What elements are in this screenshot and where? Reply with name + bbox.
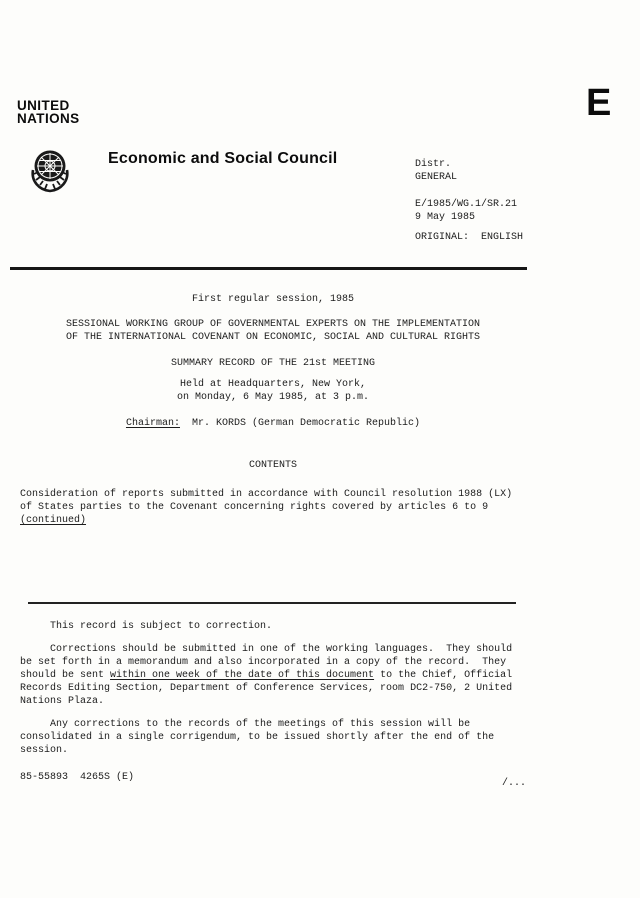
chairman-label: Chairman: [125, 418, 180, 429]
un-emblem-icon [24, 146, 76, 196]
corrections-text-tail: to the Chief, Official Records Editing Section, Department of Conference Services, room DC2-750, 2 United Nations Plaza. [20, 669, 519, 707]
doc-date: 9 May 1985 [415, 212, 476, 223]
distr-value: GENERAL [415, 172, 458, 183]
chairman-line [20, 417, 526, 430]
un-org-name-line1: UNITED [17, 98, 70, 113]
un-org-name [17, 99, 80, 125]
corrections-deadline: within one week of the date of this document [110, 669, 375, 681]
document-series-letter: E [586, 82, 612, 124]
spacer [415, 184, 523, 198]
document-body [20, 293, 526, 527]
contents-item-continued: (continued) [20, 515, 87, 526]
distribution-block [415, 158, 523, 244]
record-title: SUMMARY RECORD OF THE 21st MEETING [170, 358, 376, 369]
continuation-mark: /... [501, 778, 526, 789]
header-divider-rule [10, 267, 527, 270]
distr-label: Distr. [415, 159, 452, 170]
spacer [415, 224, 523, 231]
chairman-name: Mr. KORDS (German Democratic Republic) [179, 418, 421, 429]
corrections-paragraph [20, 643, 526, 708]
held-location-line: Held at Headquarters, New York, [179, 379, 367, 390]
doc-symbol: E/1985/WG.1/SR.21 [415, 199, 518, 210]
group-title-line2: OF THE INTERNATIONAL COVENANT ON ECONOMIC, SOCIAL AND CULTURAL RIGHTS [65, 332, 481, 343]
contents-item-text: Consideration of reports submitted in accordance with Council resolution 1988 (LX) of States parties to the Covenant concerning rights covered by articles 6 to 9 [20, 489, 519, 513]
corrigendum-paragraph: Any corrections to the records of the meetings of this session will be consolidated in a single corrigendum, to be issued shortly after the end of the session. [20, 718, 501, 756]
document-number: 85-55893 4265S (E) [20, 772, 135, 783]
footnote-divider-rule [28, 602, 516, 604]
session-title: First regular session, 1985 [191, 294, 355, 305]
held-datetime-line: on Monday, 6 May 1985, at 3 p.m. [176, 392, 370, 403]
corrections-text-lead: Corrections should be submitted in one of the working languages. They should be set forth in a memorandum and also incorporated in a copy of the record. They should be sent [20, 643, 519, 681]
original-language: ORIGINAL: ENGLISH [415, 232, 524, 243]
contents-item [20, 488, 526, 527]
un-org-name-line2: NATIONS [17, 111, 80, 126]
council-title: Economic and Social Council [108, 150, 338, 167]
correction-note: This record is subject to correction. [50, 620, 273, 632]
correction-notes-block [20, 602, 526, 757]
group-title-line1: SESSIONAL WORKING GROUP OF GOVERNMENTAL EXPERTS ON THE IMPLEMENTATION [65, 319, 481, 330]
page-footer-row [20, 771, 526, 790]
contents-heading: CONTENTS [248, 460, 297, 471]
